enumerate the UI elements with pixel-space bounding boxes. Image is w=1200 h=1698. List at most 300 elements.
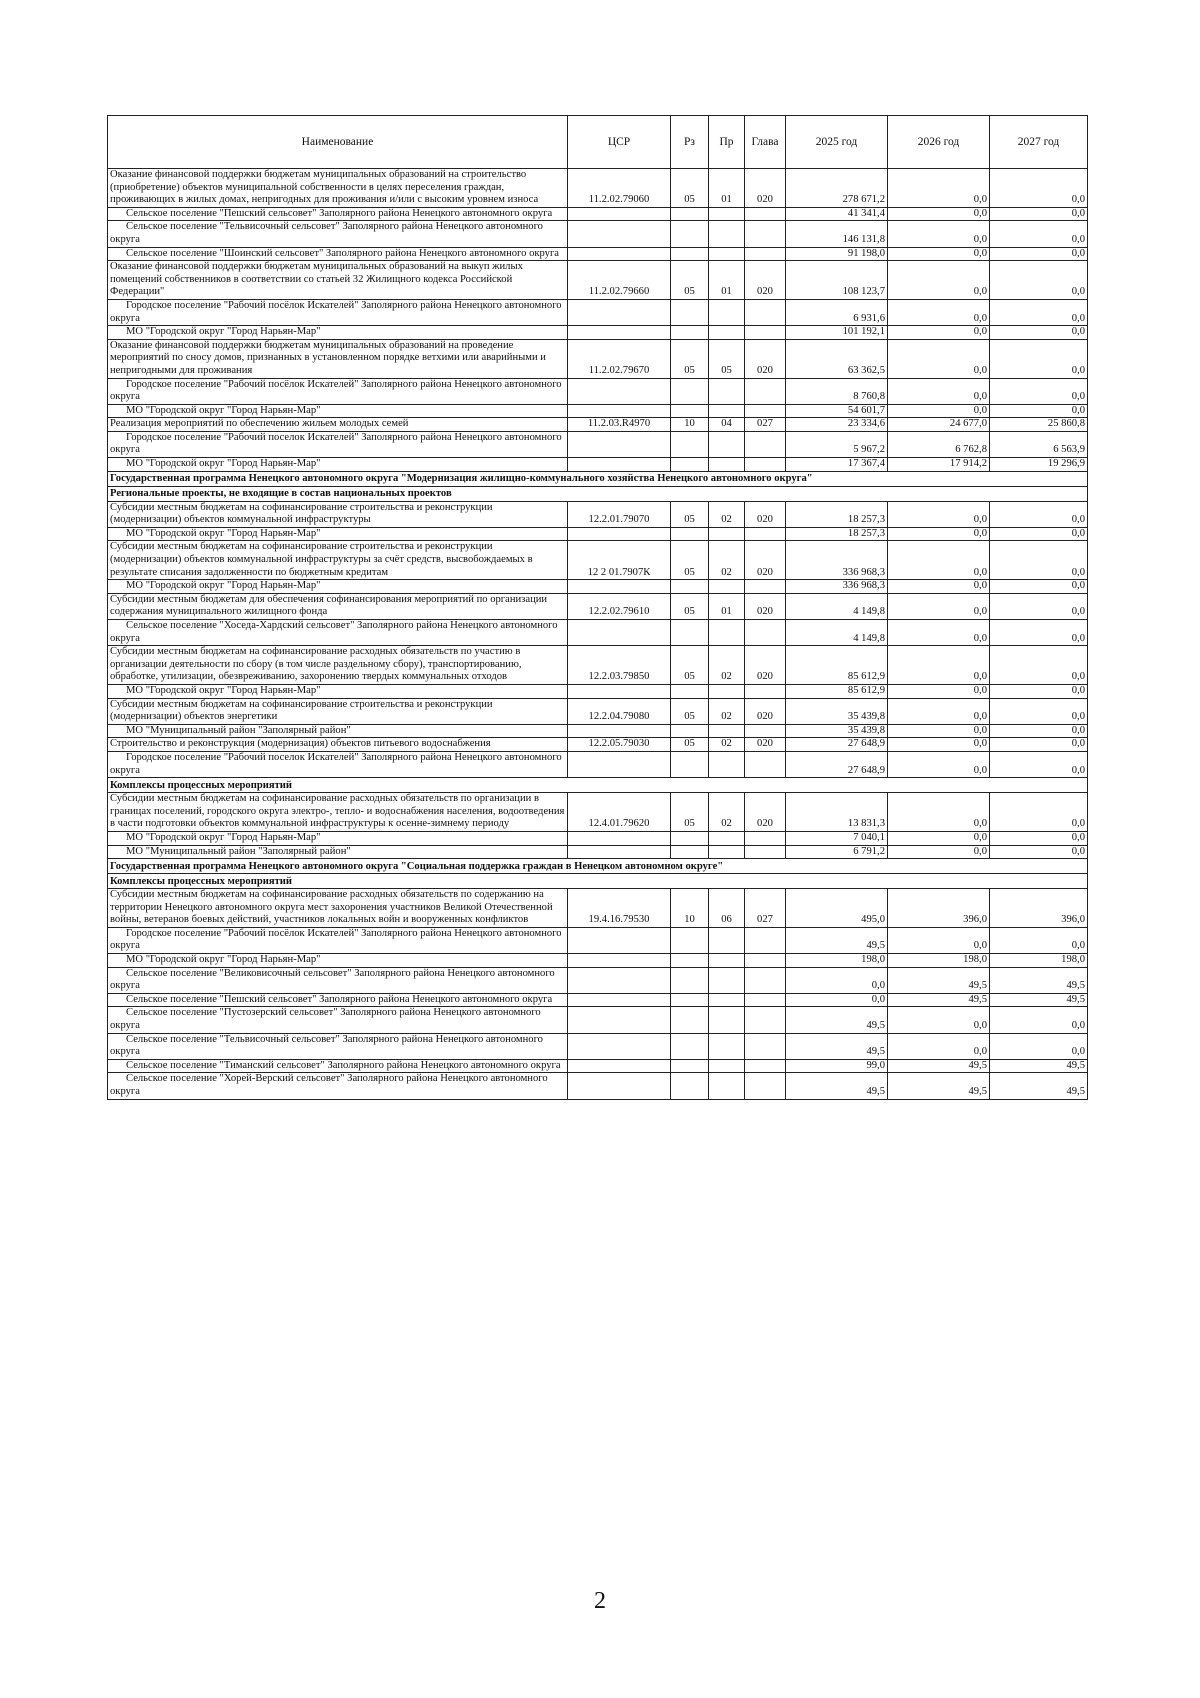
cell-name: МО "Городской округ "Город Нарьян-Мар" [108,684,568,698]
cell-csr: 12.2.05.79030 [568,738,671,752]
cell-rz [671,221,709,247]
cell-y2026: 0,0 [888,247,990,261]
cell-glava [745,967,786,993]
cell-csr [568,1073,671,1099]
cell-y2025: 146 131,8 [786,221,888,247]
table-subrow [108,458,1088,472]
cell-y2026: 0,0 [888,541,990,580]
section-title: Государственная программа Ненецкого автономного округа "Социальная поддержка граждан в Ненецком автономном округе" [108,859,1088,874]
cell-y2027: 0,0 [990,541,1088,580]
cell-csr [568,1033,671,1059]
cell-rz: 05 [671,261,709,300]
header-glava: Глава [745,116,786,169]
cell-y2025: 35 439,8 [786,698,888,724]
table-body [108,169,1088,1100]
cell-y2025: 35 439,8 [786,724,888,738]
cell-y2025: 49,5 [786,1007,888,1033]
cell-glava [745,993,786,1007]
table-subrow [108,247,1088,261]
cell-y2026: 49,5 [888,967,990,993]
cell-y2025: 49,5 [786,927,888,953]
cell-rz [671,247,709,261]
cell-pr [709,751,745,777]
cell-glava [745,458,786,472]
cell-y2026: 49,5 [888,1073,990,1099]
cell-glava [745,404,786,418]
cell-y2025: 5 967,2 [786,431,888,457]
cell-name: Субсидии местным бюджетам для обеспечения софинансирования мероприятий по организации содержания муниципального жилищного фонда [108,593,568,619]
cell-glava [745,299,786,325]
cell-name: Субсидии местным бюджетам на софинансирование расходных обязательств по участию в организации деятельности по сбору (в том числе раздельному сбору), транспортированию, обработке, утилизации, обезвреживанию, захоронению твердых коммунальных отходов [108,646,568,685]
cell-rz [671,326,709,340]
section-row [108,859,1088,874]
cell-pr: 02 [709,738,745,752]
cell-y2025: 198,0 [786,954,888,968]
cell-csr [568,831,671,845]
section-row [108,486,1088,501]
cell-pr: 01 [709,593,745,619]
cell-glava [745,1059,786,1073]
header-2027: 2027 год [990,116,1088,169]
cell-pr: 06 [709,889,745,928]
header-name: Наименование [108,116,568,169]
cell-glava: 020 [745,261,786,300]
cell-y2027: 0,0 [990,247,1088,261]
cell-csr [568,458,671,472]
cell-y2026: 0,0 [888,1007,990,1033]
cell-glava [745,527,786,541]
cell-y2025: 18 257,3 [786,501,888,527]
cell-pr [709,404,745,418]
cell-y2025: 27 648,9 [786,751,888,777]
cell-csr: 11.2.02.79670 [568,339,671,378]
cell-y2027: 0,0 [990,751,1088,777]
cell-pr: 02 [709,501,745,527]
cell-glava: 020 [745,646,786,685]
cell-y2026: 0,0 [888,261,990,300]
cell-pr [709,378,745,404]
cell-csr [568,993,671,1007]
cell-pr [709,1007,745,1033]
table-subrow [108,954,1088,968]
cell-y2025: 0,0 [786,993,888,1007]
cell-name: Городское поселение "Рабочий посёлок Искателей" Заполярного района Ненецкого автономного округа [108,378,568,404]
cell-pr [709,1059,745,1073]
cell-rz [671,993,709,1007]
cell-y2027: 0,0 [990,404,1088,418]
cell-pr [709,580,745,594]
cell-name: Сельское поселение "Великовисочный сельсовет" Заполярного района Ненецкого автономного округа [108,967,568,993]
cell-name: Сельское поселение "Шоинский сельсовет" Заполярного района Ненецкого автономного округа [108,247,568,261]
cell-y2027: 0,0 [990,1033,1088,1059]
cell-name: МО "Муниципальный район "Заполярный район" [108,724,568,738]
cell-csr [568,684,671,698]
cell-y2025: 0,0 [786,967,888,993]
cell-csr [568,1007,671,1033]
cell-rz [671,751,709,777]
cell-y2026: 49,5 [888,993,990,1007]
cell-y2027: 0,0 [990,207,1088,221]
cell-y2027: 198,0 [990,954,1088,968]
cell-csr [568,207,671,221]
cell-y2025: 108 123,7 [786,261,888,300]
cell-rz [671,831,709,845]
cell-glava [745,247,786,261]
cell-y2025: 4 149,8 [786,593,888,619]
cell-y2026: 6 762,8 [888,431,990,457]
cell-rz: 05 [671,541,709,580]
cell-csr [568,620,671,646]
cell-glava [745,207,786,221]
cell-y2025: 49,5 [786,1073,888,1099]
cell-y2026: 198,0 [888,954,990,968]
cell-y2026: 0,0 [888,404,990,418]
cell-y2027: 0,0 [990,261,1088,300]
cell-csr [568,1059,671,1073]
table-subrow [108,751,1088,777]
cell-name: Оказание финансовой поддержки бюджетам муниципальных образований на выкуп жилых помещений собственников в соответствии со статьей 32 Жилищного кодекса Российской Федерации" [108,261,568,300]
table-row [108,646,1088,685]
cell-pr: 04 [709,418,745,432]
cell-y2026: 0,0 [888,724,990,738]
cell-csr [568,954,671,968]
cell-pr [709,527,745,541]
cell-glava: 027 [745,889,786,928]
cell-y2025: 8 760,8 [786,378,888,404]
cell-y2026: 0,0 [888,221,990,247]
cell-y2026: 0,0 [888,169,990,208]
cell-csr: 12.2.04.79080 [568,698,671,724]
cell-pr: 02 [709,698,745,724]
cell-rz [671,527,709,541]
cell-name: МО "Городской округ "Город Нарьян-Мар" [108,580,568,594]
cell-name: Субсидии местным бюджетам на софинансирование строительства и реконструкции (модернизации) объектов коммунальной инфраструктуры [108,501,568,527]
cell-y2025: 54 601,7 [786,404,888,418]
cell-name: Сельское поселение "Тельвисочный сельсовет" Заполярного района Ненецкого автономного округа [108,221,568,247]
cell-y2027: 0,0 [990,339,1088,378]
cell-y2027: 0,0 [990,593,1088,619]
section-title: Комплексы процессных мероприятий [108,778,1088,793]
table-subrow [108,967,1088,993]
cell-pr [709,927,745,953]
cell-rz [671,845,709,859]
cell-pr [709,724,745,738]
cell-y2025: 85 612,9 [786,684,888,698]
cell-glava [745,845,786,859]
cell-y2026: 0,0 [888,580,990,594]
cell-glava [745,1007,786,1033]
cell-y2026: 0,0 [888,339,990,378]
cell-glava [745,221,786,247]
cell-rz [671,580,709,594]
cell-rz: 05 [671,339,709,378]
cell-csr: 11.2.02.79060 [568,169,671,208]
table-row [108,738,1088,752]
cell-name: Строительство и реконструкция (модернизация) объектов питьевого водоснабжения [108,738,568,752]
cell-y2026: 0,0 [888,698,990,724]
cell-name: Сельское поселение "Пустозерский сельсовет" Заполярного района Ненецкого автономного округа [108,1007,568,1033]
cell-y2025: 99,0 [786,1059,888,1073]
cell-rz [671,927,709,953]
cell-rz [671,724,709,738]
cell-name: Субсидии местным бюджетам на софинансирование расходных обязательств по организации в границах поселений, городского округа электро-, тепло- и водоснабжения населения, водоотведения в части подготовки объектов коммунальной инфраструктуры к осенне-зимнему периоду [108,793,568,832]
cell-glava [745,431,786,457]
cell-pr [709,1033,745,1059]
cell-y2027: 0,0 [990,501,1088,527]
cell-csr [568,751,671,777]
table-subrow [108,378,1088,404]
cell-y2027: 19 296,9 [990,458,1088,472]
cell-name: Субсидии местным бюджетам на софинансирование расходных обязательств по содержанию на территории Ненецкого автономного округа мест захоронения участников Великой Отечественной войны, ветеранов боевых действий, участников локальных войн и вооруженных конфликтов [108,889,568,928]
cell-y2026: 0,0 [888,326,990,340]
cell-y2025: 278 671,2 [786,169,888,208]
cell-name: Субсидии местным бюджетам на софинансирование строительства и реконструкции (модернизации) объектов энергетики [108,698,568,724]
header-row [108,116,1088,169]
cell-glava: 020 [745,738,786,752]
cell-name: МО "Городской округ "Город Нарьян-Мар" [108,831,568,845]
cell-y2027: 49,5 [990,1073,1088,1099]
cell-y2026: 0,0 [888,527,990,541]
cell-rz: 05 [671,169,709,208]
cell-rz: 05 [671,698,709,724]
cell-csr: 11.2.02.79660 [568,261,671,300]
cell-name: Субсидии местным бюджетам на софинансирование строительства и реконструкции (модернизации) объектов коммунальной инфраструктуры за счёт средств, высвобождаемых в результате списания задолженности по бюджетным кредитам [108,541,568,580]
table-subrow [108,1059,1088,1073]
cell-name: Городское поселение "Рабочий поселок Искателей" Заполярного района Ненецкого автономного округа [108,751,568,777]
cell-glava: 020 [745,501,786,527]
cell-y2025: 101 192,1 [786,326,888,340]
cell-csr: 12.4.01.79620 [568,793,671,832]
cell-pr [709,207,745,221]
cell-pr [709,954,745,968]
cell-rz [671,620,709,646]
table-subrow [108,404,1088,418]
cell-name: Сельское поселение "Хоседа-Хардский сельсовет" Заполярного района Ненецкого автономного округа [108,620,568,646]
cell-y2027: 396,0 [990,889,1088,928]
cell-y2026: 0,0 [888,738,990,752]
cell-name: МО "Городской округ "Город Нарьян-Мар" [108,404,568,418]
table-row [108,501,1088,527]
section-title: Региональные проекты, не входящие в состав национальных проектов [108,486,1088,501]
cell-name: МО "Муниципальный район "Заполярный район" [108,845,568,859]
section-title: Государственная программа Ненецкого автономного округа "Модернизация жилищно-коммунального хозяйства Ненецкого автономного округа" [108,471,1088,486]
cell-pr [709,247,745,261]
section-row [108,778,1088,793]
table-subrow [108,527,1088,541]
table-subrow [108,724,1088,738]
cell-rz [671,207,709,221]
table-subrow [108,927,1088,953]
cell-name: Сельское поселение "Тельвисочный сельсовет" Заполярного района Ненецкого автономного округа [108,1033,568,1059]
cell-y2025: 49,5 [786,1033,888,1059]
cell-glava [745,580,786,594]
cell-y2025: 336 968,3 [786,541,888,580]
cell-rz [671,967,709,993]
cell-y2025: 17 367,4 [786,458,888,472]
cell-y2027: 0,0 [990,326,1088,340]
table-row [108,169,1088,208]
table-row [108,339,1088,378]
cell-y2027: 0,0 [990,620,1088,646]
cell-csr [568,404,671,418]
cell-y2026: 0,0 [888,845,990,859]
cell-rz [671,378,709,404]
cell-glava [745,927,786,953]
section-title: Комплексы процессных мероприятий [108,874,1088,889]
cell-csr [568,927,671,953]
cell-y2027: 0,0 [990,845,1088,859]
cell-name: МО "Городской округ "Город Нарьян-Мар" [108,458,568,472]
header-csr: ЦСР [568,116,671,169]
cell-rz [671,299,709,325]
table-subrow [108,1033,1088,1059]
cell-y2026: 0,0 [888,1033,990,1059]
cell-pr [709,431,745,457]
cell-glava: 020 [745,698,786,724]
cell-y2027: 6 563,9 [990,431,1088,457]
table-row [108,698,1088,724]
cell-pr [709,620,745,646]
cell-pr: 02 [709,646,745,685]
cell-name: Сельское поселение "Пешский сельсовет" Заполярного района Ненецкого автономного округа [108,993,568,1007]
cell-y2027: 0,0 [990,299,1088,325]
cell-glava [745,378,786,404]
cell-glava: 020 [745,169,786,208]
cell-csr [568,299,671,325]
cell-pr [709,831,745,845]
cell-rz [671,1033,709,1059]
cell-y2026: 0,0 [888,684,990,698]
table-subrow [108,326,1088,340]
cell-name: Городское поселение "Рабочий поселок Искателей" Заполярного района Ненецкого автономного округа [108,431,568,457]
budget-table [107,115,1088,1100]
cell-rz: 05 [671,793,709,832]
cell-glava [745,1033,786,1059]
cell-y2027: 0,0 [990,580,1088,594]
cell-csr: 11.2.03.R4970 [568,418,671,432]
cell-y2027: 25 860,8 [990,418,1088,432]
cell-y2026: 0,0 [888,620,990,646]
section-row [108,874,1088,889]
cell-pr [709,993,745,1007]
cell-y2025: 27 648,9 [786,738,888,752]
cell-glava: 020 [745,793,786,832]
cell-csr: 12 2 01.7907К [568,541,671,580]
cell-y2027: 49,5 [990,967,1088,993]
cell-y2027: 49,5 [990,1059,1088,1073]
cell-csr: 12.2.02.79610 [568,593,671,619]
cell-y2025: 495,0 [786,889,888,928]
cell-csr [568,221,671,247]
cell-rz [671,684,709,698]
cell-csr: 12.2.01.79070 [568,501,671,527]
cell-y2025: 91 198,0 [786,247,888,261]
cell-csr: 19.4.16.79530 [568,889,671,928]
cell-y2027: 0,0 [990,684,1088,698]
cell-rz: 05 [671,501,709,527]
cell-y2027: 0,0 [990,646,1088,685]
cell-rz [671,404,709,418]
table-subrow [108,831,1088,845]
cell-name: Сельское поселение "Тиманский сельсовет" Заполярного района Ненецкого автономного округа [108,1059,568,1073]
cell-y2025: 85 612,9 [786,646,888,685]
cell-glava [745,620,786,646]
header-rz: Рз [671,116,709,169]
cell-pr: 02 [709,793,745,832]
cell-rz [671,1007,709,1033]
cell-glava: 020 [745,541,786,580]
table-row [108,593,1088,619]
cell-y2027: 49,5 [990,993,1088,1007]
table-subrow [108,299,1088,325]
cell-y2025: 63 362,5 [786,339,888,378]
cell-pr: 01 [709,169,745,208]
cell-y2027: 0,0 [990,527,1088,541]
cell-pr [709,221,745,247]
cell-rz [671,954,709,968]
cell-glava [745,1073,786,1099]
cell-pr [709,684,745,698]
cell-csr [568,845,671,859]
cell-y2025: 13 831,3 [786,793,888,832]
cell-csr [568,247,671,261]
cell-y2026: 0,0 [888,593,990,619]
cell-rz [671,1073,709,1099]
table-row [108,541,1088,580]
cell-glava [745,751,786,777]
cell-y2025: 6 791,2 [786,845,888,859]
cell-y2026: 0,0 [888,378,990,404]
cell-name: Сельское поселение "Пешский сельсовет" Заполярного района Ненецкого автономного округа [108,207,568,221]
table-row [108,418,1088,432]
cell-name: Городское поселение "Рабочий посёлок Искателей" Заполярного района Ненецкого автономного округа [108,927,568,953]
table-subrow [108,1007,1088,1033]
page-number: 2 [594,1588,606,1614]
cell-name: Городское поселение "Рабочий посёлок Искателей" Заполярного района Ненецкого автономного округа [108,299,568,325]
cell-rz: 05 [671,593,709,619]
table-subrow [108,221,1088,247]
cell-csr [568,431,671,457]
table-subrow [108,431,1088,457]
cell-rz [671,458,709,472]
cell-rz [671,1059,709,1073]
cell-name: Оказание финансовой поддержки бюджетам муниципальных образований на проведение мероприятий по сносу домов, признанных в установленном порядке ветхими или аварийными и непригодными для проживания [108,339,568,378]
cell-y2026: 0,0 [888,501,990,527]
cell-y2027: 0,0 [990,378,1088,404]
table-subrow [108,993,1088,1007]
cell-y2026: 0,0 [888,793,990,832]
cell-y2025: 4 149,8 [786,620,888,646]
cell-name: Оказание финансовой поддержки бюджетам муниципальных образований на строительство (приобретение) объектов муниципальной собственности в целях переселения граждан, проживающих в жилых домах, непригодных для проживания и/или с высоким уровнем износа [108,169,568,208]
cell-glava: 020 [745,339,786,378]
cell-y2026: 0,0 [888,751,990,777]
cell-y2026: 396,0 [888,889,990,928]
cell-glava [745,326,786,340]
cell-y2026: 0,0 [888,927,990,953]
cell-pr: 01 [709,261,745,300]
cell-pr [709,326,745,340]
cell-y2026: 0,0 [888,831,990,845]
cell-pr [709,1073,745,1099]
cell-pr [709,967,745,993]
cell-y2027: 0,0 [990,221,1088,247]
cell-rz: 05 [671,738,709,752]
cell-y2025: 23 334,6 [786,418,888,432]
table-subrow [108,620,1088,646]
cell-y2027: 0,0 [990,724,1088,738]
cell-y2026: 0,0 [888,207,990,221]
cell-y2026: 0,0 [888,646,990,685]
